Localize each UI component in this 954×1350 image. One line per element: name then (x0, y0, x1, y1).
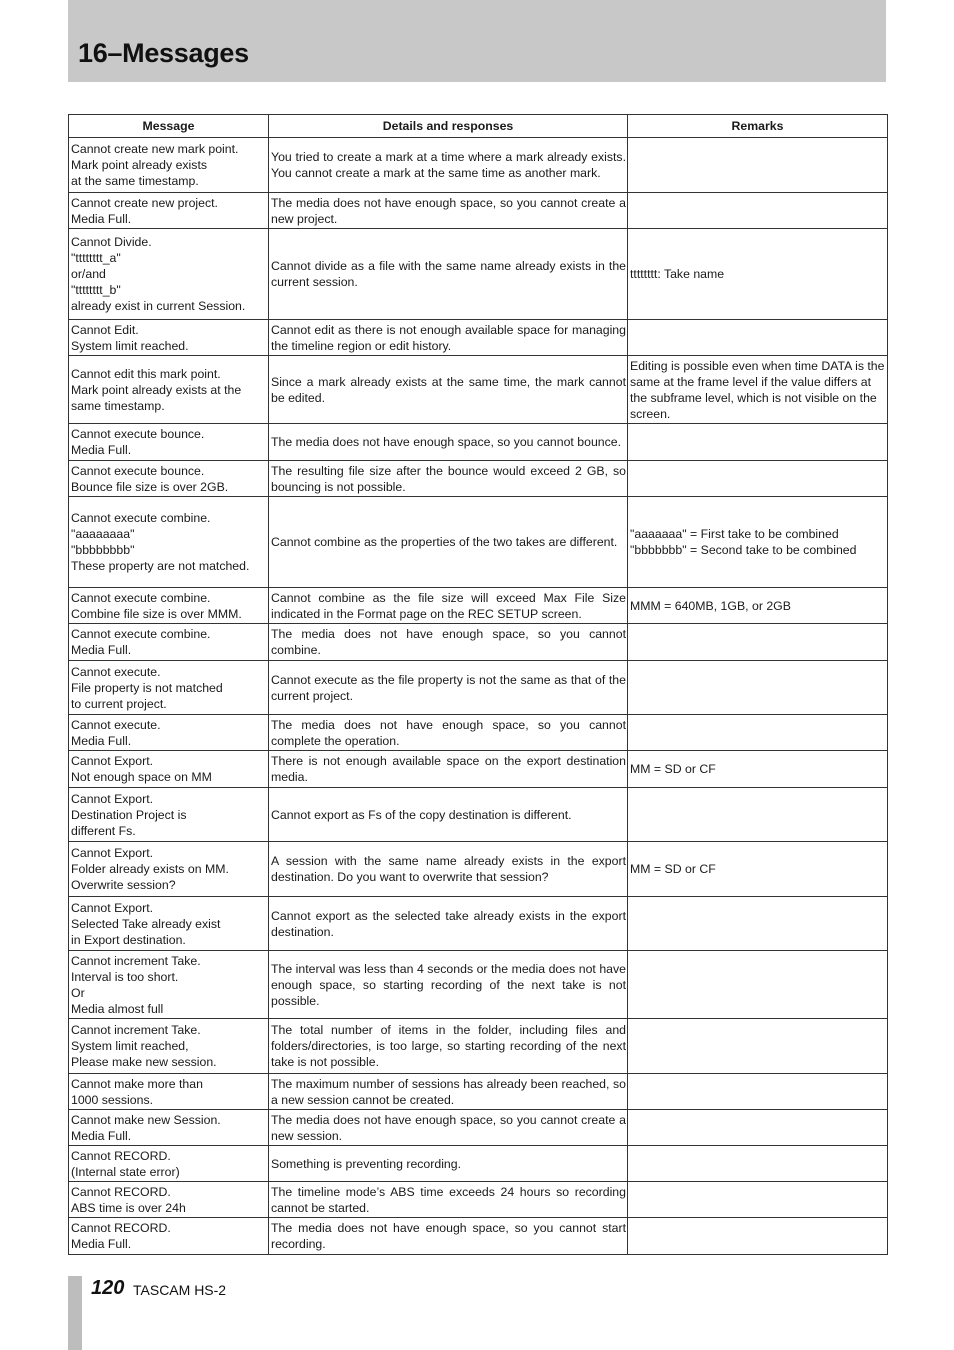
cell-message: Cannot increment Take. Interval is too short. Or Media almost full (69, 951, 269, 1019)
cell-details: You tried to create a mark at a time where a mark already exists. You cannot create a mark at the same time as another mark. (269, 138, 628, 193)
cell-message: Cannot execute. File property is not matched to current project. (69, 661, 269, 715)
cell-remarks (628, 1218, 888, 1255)
cell-details: The media does not have enough space, so you cannot complete the operation. (269, 715, 628, 751)
header-bar (68, 0, 886, 82)
table-row (69, 1019, 888, 1074)
cell-details: The media does not have enough space, so you cannot bounce. (269, 424, 628, 461)
cell-message: Cannot create new mark point. Mark point already exists at the same timestamp. (69, 138, 269, 193)
cell-details: Cannot divide as a file with the same name already exists in the current session. (269, 229, 628, 320)
cell-remarks (628, 461, 888, 497)
cell-remarks (628, 661, 888, 715)
cell-message: Cannot Export. Destination Project is different Fs. (69, 788, 269, 842)
cell-details: The media does not have enough space, so you cannot combine. (269, 624, 628, 661)
cell-message: Cannot increment Take. System limit reached, Please make new session. (69, 1019, 269, 1074)
cell-remarks: "aaaaaaa" = First take to be combined "bbbbbbb" = Second take to be combined (628, 497, 888, 588)
table-row (69, 661, 888, 715)
cell-message: Cannot Export. Folder already exists on MM. Overwrite session? (69, 842, 269, 897)
table-row (69, 229, 888, 320)
cell-details: The maximum number of sessions has already been reached, so a new session cannot be created. (269, 1074, 628, 1110)
cell-remarks (628, 1074, 888, 1110)
cell-remarks (628, 193, 888, 229)
cell-remarks (628, 788, 888, 842)
column-header-remarks: Remarks (628, 115, 888, 138)
cell-remarks (628, 1110, 888, 1146)
cell-message: Cannot make new Session. Media Full. (69, 1110, 269, 1146)
product-name: TASCAM HS-2 (133, 1282, 227, 1298)
cell-remarks (628, 138, 888, 193)
table-row (69, 624, 888, 661)
cell-details: Cannot combine as the properties of the two takes are different. (269, 497, 628, 588)
messages-table (68, 114, 888, 1255)
page-number: 120 (91, 1277, 125, 1299)
footer-bar (68, 1276, 82, 1350)
cell-message: Cannot execute combine. Media Full. (69, 624, 269, 661)
table-row (69, 951, 888, 1019)
table-row (69, 497, 888, 588)
table-row (69, 461, 888, 497)
cell-remarks (628, 320, 888, 356)
cell-message: Cannot edit this mark point. Mark point already exists at the same timestamp. (69, 356, 269, 424)
cell-message: Cannot execute. Media Full. (69, 715, 269, 751)
column-header-details: Details and responses (269, 115, 628, 138)
cell-remarks (628, 897, 888, 951)
cell-remarks: Editing is possible even when time DATA is the same at the frame level if the value differs at the subframe level, which is not visible on the screen. (628, 356, 888, 424)
cell-message: Cannot execute bounce. Bounce file size is over 2GB. (69, 461, 269, 497)
table-row (69, 1146, 888, 1182)
table-row (69, 751, 888, 788)
cell-details: Cannot combine as the file size will exceed Max File Size indicated in the Format page on the REC SETUP screen. (269, 588, 628, 624)
cell-details: Cannot export as Fs of the copy destination is different. (269, 788, 628, 842)
cell-remarks: tttttttt: Take name (628, 229, 888, 320)
cell-details: The resulting file size after the bounce would exceed 2 GB, so bouncing is not possible. (269, 461, 628, 497)
table-row (69, 1110, 888, 1146)
cell-message: Cannot Divide. "tttttttt_a" or/and "tttttttt_b" already exist in current Session. (69, 229, 269, 320)
cell-details: A session with the same name already exists in the export destination. Do you want to overwrite that session? (269, 842, 628, 897)
cell-details: The media does not have enough space, so you cannot create a new session. (269, 1110, 628, 1146)
cell-message: Cannot RECORD. (Internal state error) (69, 1146, 269, 1182)
cell-remarks (628, 624, 888, 661)
cell-remarks: MMM = 640MB, 1GB, or 2GB (628, 588, 888, 624)
cell-remarks (628, 951, 888, 1019)
cell-remarks: MM = SD or CF (628, 842, 888, 897)
table-row (69, 588, 888, 624)
table-row (69, 193, 888, 229)
cell-details: The media does not have enough space, so you cannot create a new project. (269, 193, 628, 229)
table-row (69, 320, 888, 356)
page-title: 16–Messages (78, 38, 249, 68)
table-row (69, 1218, 888, 1255)
table-row (69, 356, 888, 424)
cell-details: The total number of items in the folder, including files and folders/directories, is too large, so starting recording of the next take is not possible. (269, 1019, 628, 1074)
cell-details: Since a mark already exists at the same time, the mark cannot be edited. (269, 356, 628, 424)
cell-message: Cannot execute bounce. Media Full. (69, 424, 269, 461)
cell-details: Cannot execute as the file property is not the same as that of the current project. (269, 661, 628, 715)
table-row (69, 424, 888, 461)
cell-details: Cannot export as the selected take already exists in the export destination. (269, 897, 628, 951)
cell-message: Cannot RECORD. Media Full. (69, 1218, 269, 1255)
table-row (69, 138, 888, 193)
table-row (69, 788, 888, 842)
table-row (69, 1074, 888, 1110)
table-row (69, 897, 888, 951)
cell-message: Cannot Export. Selected Take already exist in Export destination. (69, 897, 269, 951)
cell-remarks (628, 1182, 888, 1218)
cell-message: Cannot execute combine. "aaaaaaaa" "bbbbbbbb" These property are not matched. (69, 497, 269, 588)
cell-details: The timeline mode’s ABS time exceeds 24 hours so recording cannot be started. (269, 1182, 628, 1218)
cell-details: The interval was less than 4 seconds or the media does not have enough space, so starting recording of the next take is not possible. (269, 951, 628, 1019)
cell-remarks (628, 1146, 888, 1182)
column-header-message: Message (69, 115, 269, 138)
cell-remarks: MM = SD or CF (628, 751, 888, 788)
cell-message: Cannot execute combine. Combine file size is over MMM. (69, 588, 269, 624)
cell-message: Cannot Export. Not enough space on MM (69, 751, 269, 788)
table-row (69, 1182, 888, 1218)
table-row (69, 842, 888, 897)
cell-remarks (628, 424, 888, 461)
cell-details: Cannot edit as there is not enough available space for managing the timeline region or edit history. (269, 320, 628, 356)
cell-details: The media does not have enough space, so you cannot start recording. (269, 1218, 628, 1255)
cell-message: Cannot RECORD. ABS time is over 24h (69, 1182, 269, 1218)
table-header-row (69, 115, 888, 138)
cell-message: Cannot make more than 1000 sessions. (69, 1074, 269, 1110)
cell-remarks (628, 1019, 888, 1074)
cell-message: Cannot create new project. Media Full. (69, 193, 269, 229)
cell-details: There is not enough available space on the export destination media. (269, 751, 628, 788)
table-row (69, 715, 888, 751)
cell-remarks (628, 715, 888, 751)
cell-message: Cannot Edit. System limit reached. (69, 320, 269, 356)
cell-details: Something is preventing recording. (269, 1146, 628, 1182)
